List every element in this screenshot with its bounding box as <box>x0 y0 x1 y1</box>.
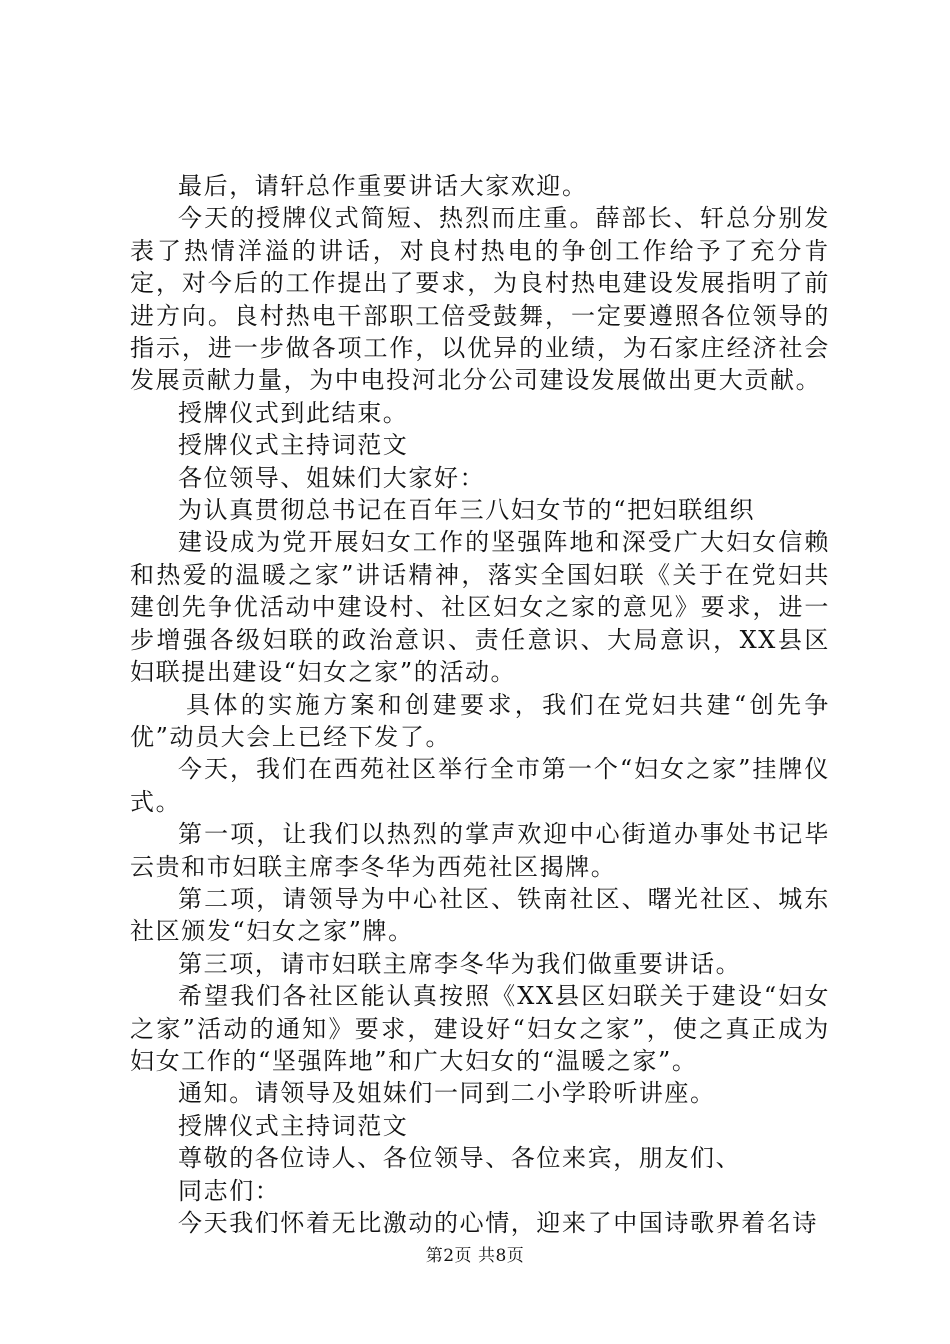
paragraph-salutation-continued: 同志们： <box>178 1176 281 1205</box>
paragraph-closing-speech: 最后，请轩总作重要讲话大家欢迎。 <box>178 172 588 200</box>
document-body <box>130 170 830 1239</box>
paragraph-item-three: 第三项，请市妇联主席李冬华为我们做重要讲话。 <box>178 949 742 978</box>
paragraph-ceremony-end: 授牌仪式到此结束。 <box>178 398 409 427</box>
paragraph-notice: 通知。请领导及姐妹们一同到二小学聆听讲座。 <box>178 1079 716 1108</box>
section-heading-second: 授牌仪式主持词范文 <box>178 1111 409 1140</box>
paragraph-intro-continued: 建设成为党开展妇女工作的坚强阵地和深受广大妇女信赖和热爱的温暖之家”讲话精神，落实全国妇联《关于在党妇共建创先争优活动中建设村、社区妇女之家的意见》要求，进一步增强各级妇联的政治意识、责任意识、大局意识，XX县区妇联提出建设“妇女之家”的活动。 <box>130 528 830 687</box>
paragraph-item-one: 第一项，让我们以热烈的掌声欢迎中心街道办事处书记毕云贵和市妇联主席李冬华为西苑社区揭牌。 <box>130 820 830 881</box>
section-heading: 授牌仪式主持词范文 <box>178 431 409 460</box>
paragraph-hope: 希望我们各社区能认真按照《XX县区妇联关于建设“妇女之家”活动的通知》要求，建设好“妇女之家”，使之真正成为妇女工作的“坚强阵地”和广大妇女的“温暖之家”。 <box>130 982 830 1075</box>
paragraph-ceremony-summary: 今天的授牌仪式简短、热烈而庄重。薛部长、轩总分别发表了热情洋溢的讲话，对良村热电的争创工作给予了充分肯定，对今后的工作提出了要求，为良村热电建设发展指明了前进方向。良村热电干部职工倍受鼓舞，一定要遵照各位领导的指示，进一步做各项工作，以优异的业绩，为石家庄经济社会发展贡献力量，为中电投河北分公司建设发展做出更大贡献。 <box>130 204 830 395</box>
paragraph-greeting: 各位领导、姐妹们大家好： <box>178 463 486 492</box>
paragraph-plan: 具体的实施方案和创建要求，我们在党妇共建“创先争优”动员大会上已经下发了。 <box>130 690 830 751</box>
paragraph-item-two: 第二项，请领导为中心社区、铁南社区、曙光社区、城东社区颁发“妇女之家”牌。 <box>130 884 830 946</box>
paragraph-salutation: 尊敬的各位诗人、各位领导、各位来宾，朋友们、 <box>178 1144 742 1173</box>
paragraph-today: 今天，我们在西苑社区举行全市第一个“妇女之家”挂牌仪式。 <box>130 755 830 816</box>
page-number: 第2页 共8页 <box>425 1246 525 1266</box>
paragraph-opening: 今天我们怀着无比激动的心情，迎来了中国诗歌界着名诗 <box>178 1209 818 1237</box>
paragraph-intro: 为认真贯彻总书记在百年三八妇女节的“把妇联组织 <box>178 496 756 525</box>
